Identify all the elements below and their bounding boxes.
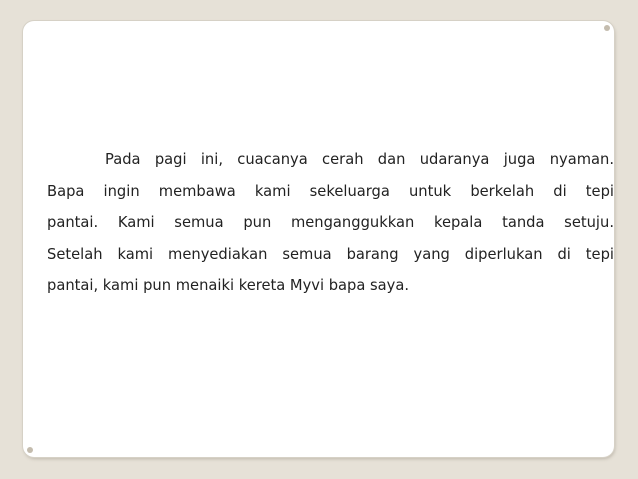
paragraph: [47, 144, 614, 302]
paragraph-line: Setelah kami menyediakan semua barang yang diperlukan di tepi: [47, 245, 614, 263]
corner-dot-top-right: [604, 25, 610, 31]
slide-card: [23, 21, 614, 457]
paragraph-line: pantai, kami pun menaiki kereta Myvi bapa saya.: [47, 277, 410, 294]
paragraph-line: pantai. Kami semua pun menganggukkan kepala tanda setuju.: [47, 214, 614, 231]
paragraph-line: Pada pagi ini, cuacanya cerah dan udaranya juga nyaman.: [105, 151, 614, 168]
corner-dot-bottom-left: [27, 447, 33, 453]
paragraph-line: Bapa ingin membawa kami sekeluarga untuk berkelah di tepi: [47, 182, 614, 200]
